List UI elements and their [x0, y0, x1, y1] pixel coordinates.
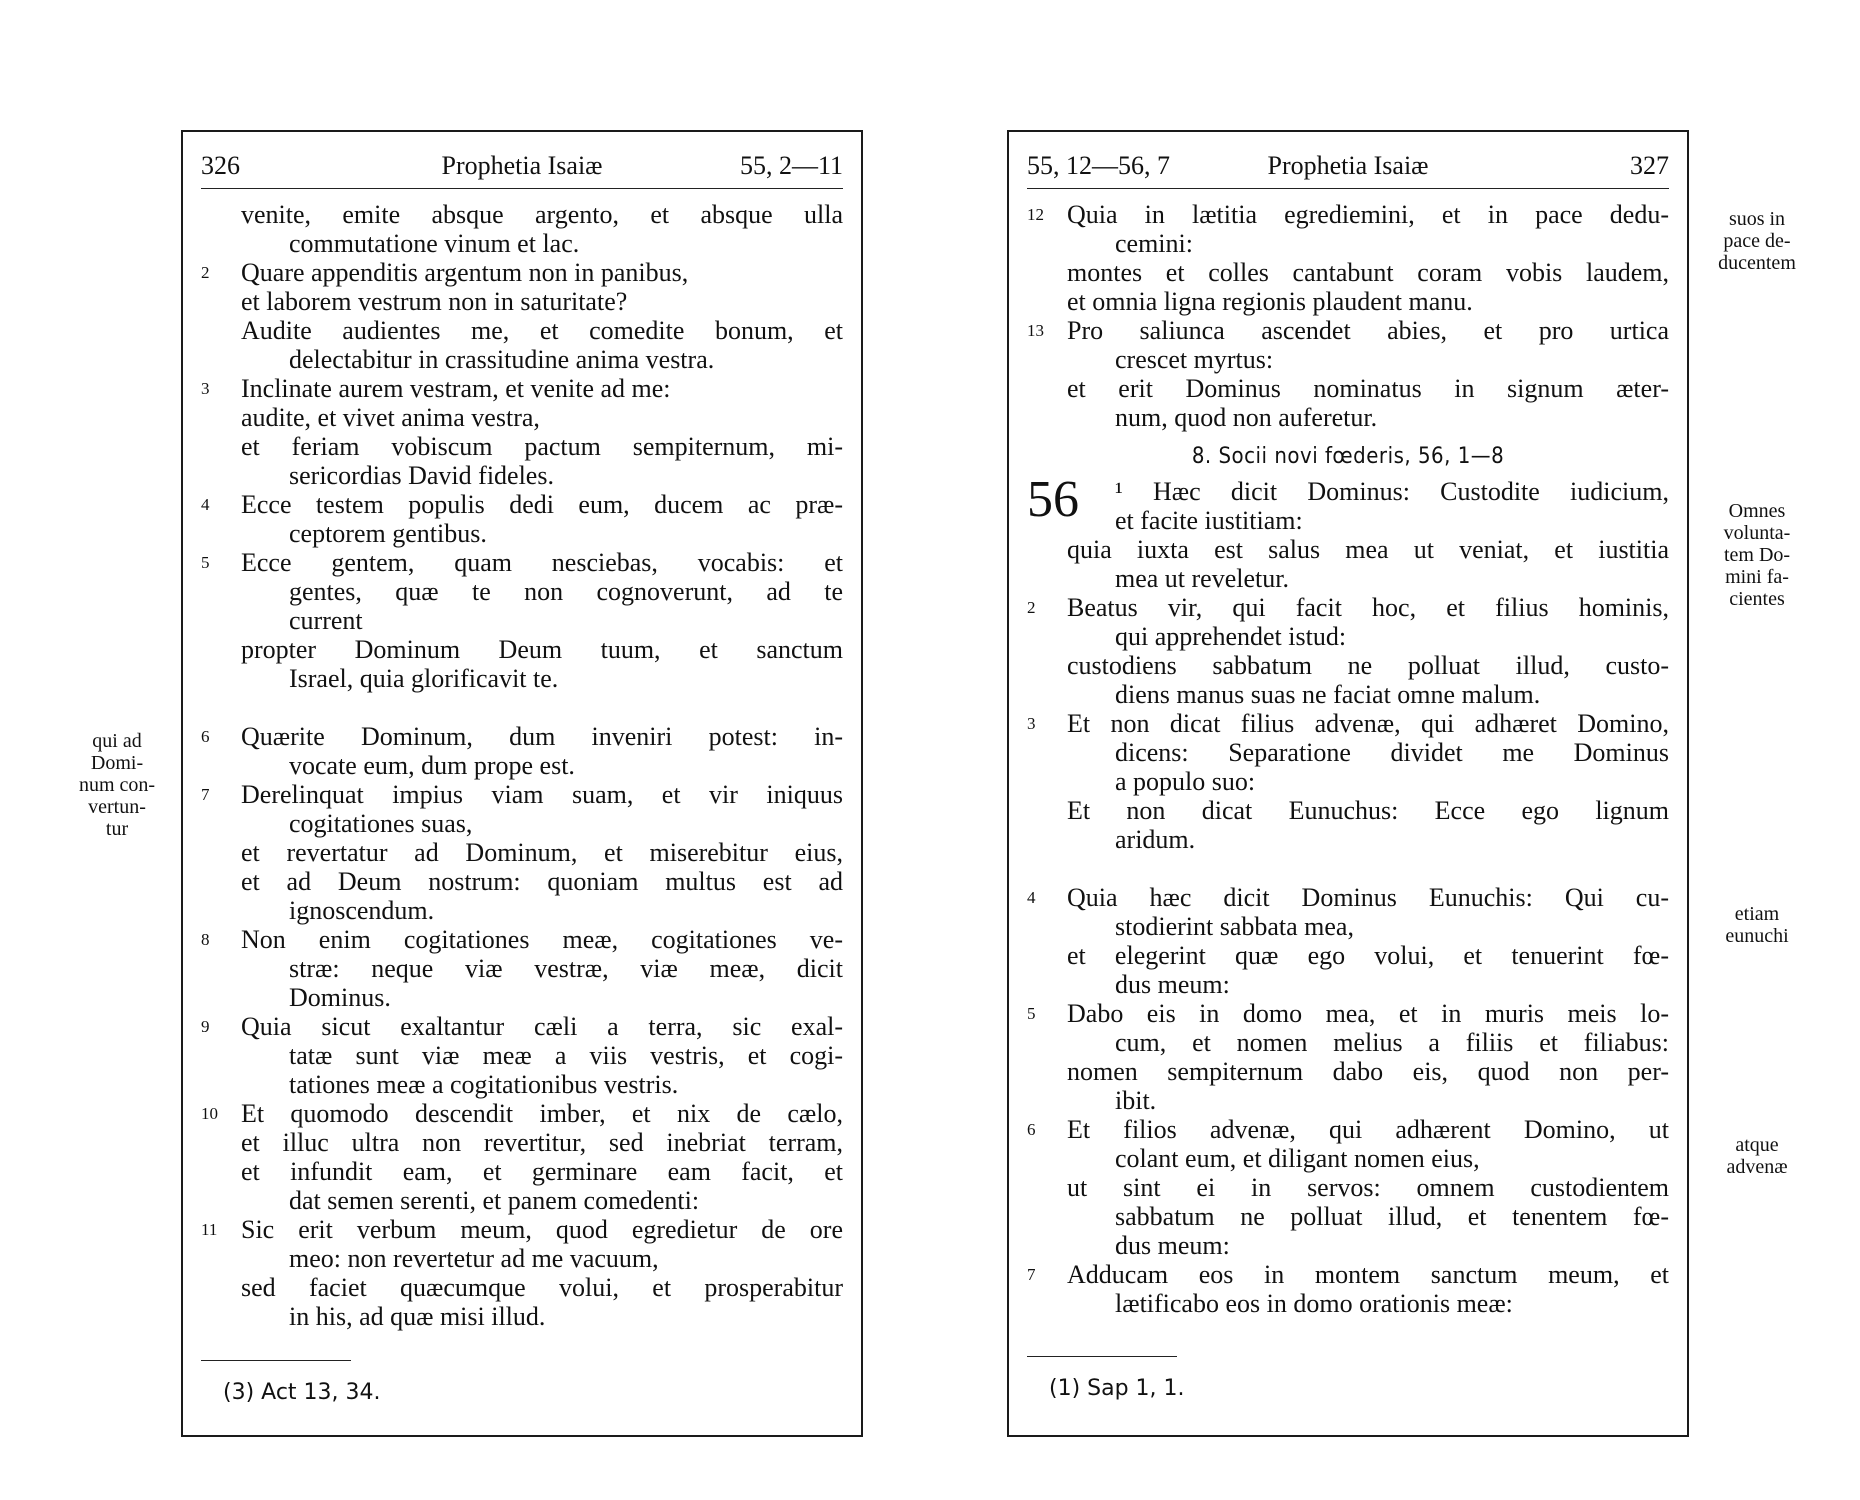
line-text: Et filios advenæ, qui adhærent Domino, ut: [1067, 1115, 1669, 1144]
running-title: Prophetia Isaiæ: [441, 151, 603, 180]
line-text: diens manus suas ne faciat omne malum.: [1115, 680, 1541, 709]
line-text: quia iuxta est salus mea ut veniat, et iustitia: [1067, 535, 1669, 564]
text-line: [201, 896, 843, 925]
text-line: [201, 287, 843, 316]
margin-note-line: mini fa-: [1725, 566, 1789, 588]
text-line: [1027, 593, 1669, 622]
right-page: [1007, 130, 1689, 1437]
line-text: propter Dominum Deum tuum, et sanctum: [241, 635, 843, 664]
line-text: Quia in lætitia egrediemini, et in pace dedu-: [1067, 200, 1669, 229]
line-text: sericordias David fideles.: [289, 461, 554, 490]
running-head-right: [1027, 148, 1669, 184]
line-text: et infundit eam, et germinare eam facit, et: [241, 1157, 843, 1186]
text-line: [201, 316, 843, 345]
text-line: [1027, 477, 1669, 506]
line-text: Quare appenditis argentum non in panibus,: [241, 258, 689, 287]
line-text: Inclinate aurem vestram, et venite ad me:: [241, 374, 671, 403]
line-text: aridum.: [1115, 825, 1196, 854]
text-line: [1027, 680, 1669, 709]
line-text: dus meum:: [1115, 1231, 1230, 1260]
verse-number: 5: [1027, 1004, 1036, 1023]
margin-note-line: tem Do-: [1723, 544, 1791, 566]
text-line: [201, 722, 843, 751]
text-line: [1027, 825, 1669, 854]
text-line: [1027, 912, 1669, 941]
line-text: et erit Dominus nominatus in signum æter-: [1067, 374, 1669, 403]
footnote-rule: [201, 1360, 351, 1361]
verses-chapter-55: [1027, 200, 1669, 432]
text-line: [1027, 1202, 1669, 1231]
text-line: [1027, 506, 1669, 535]
line-text: Quia hæc dicit Dominus Eunuchis: Qui cu-: [1067, 883, 1669, 912]
line-text: et facite iustitiam:: [1115, 506, 1303, 535]
text-line: [201, 1070, 843, 1099]
line-text: meo: non revertetur ad me vacuum,: [289, 1244, 659, 1273]
text-line: [201, 1041, 843, 1070]
text-line: [201, 1215, 843, 1244]
text-line: [201, 403, 843, 432]
verse-number: 4: [201, 495, 210, 514]
text-line: [201, 461, 843, 490]
verse-number: 9: [201, 1017, 210, 1036]
line-text: Dominus.: [289, 983, 391, 1012]
text-line: [201, 548, 843, 577]
line-text: sabbatum ne polluat illud, et tenentem fœ-: [1115, 1202, 1669, 1231]
text-line: [201, 345, 843, 374]
line-text: mea ut reveletur.: [1115, 564, 1289, 593]
text-line: [201, 1244, 843, 1273]
line-text: Israel, quia glorificavit te.: [289, 664, 559, 693]
text-line: [1027, 287, 1669, 316]
line-text: Audite audientes me, et comedite bonum, et: [241, 316, 843, 345]
margin-note-line: advenæ: [1726, 1156, 1788, 1178]
stanza-gap: [1027, 854, 1669, 883]
line-text: vocate eum, dum prope est.: [289, 751, 575, 780]
text-line: [201, 925, 843, 954]
line-text: et omnia ligna regionis plaudent manu.: [1067, 287, 1473, 316]
margin-note-line: vertun-: [88, 796, 146, 818]
text-line: [1027, 1086, 1669, 1115]
line-text: et elegerint quæ ego volui, et tenuerint fœ-: [1067, 941, 1669, 970]
line-text: et ad Deum nostrum: quoniam multus est ad: [241, 867, 843, 896]
text-line: [201, 1157, 843, 1186]
line-text: ignoscendum.: [289, 896, 435, 925]
line-text: custodiens sabbatum ne polluat illud, custo-: [1067, 651, 1669, 680]
margin-note-line: cientes: [1729, 588, 1785, 610]
verse-number: 3: [1027, 714, 1036, 733]
text-line: [1027, 1028, 1669, 1057]
text-line: [201, 1273, 843, 1302]
text-line: [1027, 229, 1669, 258]
line-text: cum, et nomen melius a filiis et filiabus:: [1115, 1028, 1669, 1057]
text-line: [201, 490, 843, 519]
verse-number: 5: [201, 553, 210, 572]
text-line: [201, 374, 843, 403]
line-text: Adducam eos in montem sanctum meum, et: [1067, 1260, 1669, 1289]
line-text: num, quod non auferetur.: [1115, 403, 1378, 432]
text-line: [1027, 883, 1669, 912]
text-line: [201, 229, 843, 258]
text-line: [201, 780, 843, 809]
verse-number: 8: [201, 930, 210, 949]
text-line: [201, 1128, 843, 1157]
text-line: [1027, 767, 1669, 796]
text-line: [1027, 200, 1669, 229]
text-line: [1027, 796, 1669, 825]
line-text: sed faciet quæcumque volui, et prosperabitur: [241, 1273, 843, 1302]
margin-note-line: etiam: [1734, 903, 1780, 925]
line-text: current: [289, 606, 363, 635]
margin-note-line: atque: [1735, 1134, 1779, 1156]
margin-note-line: eunuchi: [1725, 925, 1789, 947]
margin-note-line: volunta-: [1723, 522, 1791, 544]
text-line: [1027, 374, 1669, 403]
section-title: 8. Socii novi fœderis, 56, 1—8: [1191, 444, 1505, 469]
right-text-column: [1027, 200, 1669, 1318]
text-line: [201, 519, 843, 548]
running-head-left: [201, 148, 843, 184]
verse-number: 13: [1027, 321, 1044, 340]
margin-note-line: tur: [105, 818, 129, 840]
text-line: [1027, 970, 1669, 999]
line-text: commutatione vinum et lac.: [289, 229, 580, 258]
line-text: audite, et vivet anima vestra,: [241, 403, 540, 432]
text-line: [201, 432, 843, 461]
line-text: et revertatur ad Dominum, et miserebitur eius,: [241, 838, 843, 867]
running-title: Prophetia Isaiæ: [1267, 151, 1429, 180]
line-text: Beatus vir, qui facit hoc, et filius hominis,: [1067, 593, 1669, 622]
text-line: [201, 606, 843, 635]
line-text: colant eum, et diligant nomen eius,: [1115, 1144, 1480, 1173]
verse-number: 7: [201, 785, 210, 804]
chapter-56-block: [1027, 471, 1669, 1318]
text-line: [201, 867, 843, 896]
margin-note-line: Omnes: [1728, 500, 1786, 522]
page-number: 326: [201, 151, 240, 180]
verse-number: 11: [201, 1220, 218, 1239]
margin-note-line: Domi-: [90, 752, 144, 774]
line-text: Quia sicut exaltantur cæli a terra, sic exal-: [241, 1012, 843, 1041]
text-line: [201, 258, 843, 287]
text-line: [1027, 1144, 1669, 1173]
chapter-reference: 55, 2—11: [739, 151, 843, 180]
text-line: [201, 838, 843, 867]
text-line: [201, 954, 843, 983]
line-text: dus meum:: [1115, 970, 1230, 999]
text-line: [1027, 316, 1669, 345]
line-text: ceptorem gentibus.: [289, 519, 487, 548]
line-text: a populo suo:: [1115, 767, 1256, 796]
line-text: et feriam vobiscum pactum sempiternum, mi-: [241, 432, 843, 461]
footnote: (1) Sap 1, 1.: [1049, 1376, 1185, 1401]
line-text: venite, emite absque argento, et absque ulla: [241, 200, 843, 229]
margin-note-line: pace de-: [1723, 230, 1791, 252]
line-text: tatæ sunt viæ meæ a viis vestris, et cogi-: [289, 1041, 843, 1070]
text-line: [201, 1186, 843, 1215]
chapter-number: 56: [1027, 471, 1079, 528]
footnote: (3) Act 13, 34.: [223, 1380, 381, 1405]
line-text: delectabitur in crassitudine anima vestra.: [289, 345, 715, 374]
line-text: Et non dicat filius advenæ, qui adhæret Domino,: [1067, 709, 1669, 738]
left-text-column: [201, 200, 843, 1331]
line-text: in his, ad quæ misi illud.: [289, 1302, 546, 1331]
text-line: [1027, 258, 1669, 287]
margin-note-right-2: [1702, 500, 1812, 610]
text-line: [1027, 651, 1669, 680]
line-text: cogitationes suas,: [289, 809, 473, 838]
verse-number: 2: [1027, 598, 1036, 617]
margin-note-left: [62, 730, 172, 840]
line-text: Pro saliunca ascendet abies, et pro urtica: [1067, 316, 1669, 345]
line-text: qui apprehendet istud:: [1115, 622, 1347, 651]
line-text: gentes, quæ te non cognoverunt, ad te: [289, 577, 843, 606]
text-line: [1027, 709, 1669, 738]
line-text: Non enim cogitationes meæ, cogitationes ve-: [241, 925, 843, 954]
text-line: [201, 983, 843, 1012]
line-text: stræ: neque viæ vestræ, viæ meæ, dicit: [289, 954, 843, 983]
line-text: Et quomodo descendit imber, et nix de cælo,: [241, 1099, 843, 1128]
text-line: [201, 751, 843, 780]
line-text: Ecce gentem, quam nesciebas, vocabis: et: [241, 548, 843, 577]
verse-number: 12: [1027, 205, 1044, 224]
line-text: Derelinquat impius viam suam, et vir iniquus: [241, 780, 843, 809]
text-line: [1027, 999, 1669, 1028]
margin-note-line: num con-: [78, 774, 156, 796]
text-line: [201, 1302, 843, 1331]
verse-number: 6: [201, 727, 210, 746]
verse-number: 4: [1027, 888, 1036, 907]
text-line: [1027, 622, 1669, 651]
line-text: ut sint ei in servos: omnem custodientem: [1067, 1173, 1669, 1202]
line-text: crescet myrtus:: [1115, 345, 1274, 374]
line-text: cemini:: [1115, 229, 1193, 258]
text-line: [1027, 941, 1669, 970]
line-text: ¹ Hæc dicit Dominus: Custodite iudicium,: [1115, 477, 1669, 506]
text-line: [201, 664, 843, 693]
verse-number: 7: [1027, 1265, 1036, 1284]
line-text: et laborem vestrum non in saturitate?: [241, 287, 628, 316]
line-text: Ecce testem populis dedi eum, ducem ac præ-: [241, 490, 843, 519]
text-line: [201, 577, 843, 606]
line-text: stodierint sabbata mea,: [1115, 912, 1354, 941]
margin-note-right-4: [1702, 1134, 1812, 1178]
header-rule: [201, 188, 843, 189]
verse-number: 2: [201, 263, 210, 282]
text-line: [1027, 403, 1669, 432]
margin-note-line: suos in: [1728, 208, 1786, 230]
line-text: Et non dicat Eunuchus: Ecce ego lignum: [1067, 796, 1669, 825]
text-line: [201, 200, 843, 229]
verse-number: 10: [201, 1104, 218, 1123]
text-line: [201, 635, 843, 664]
text-line: [201, 809, 843, 838]
line-text: Quærite Dominum, dum inveniri potest: in-: [241, 722, 843, 751]
line-text: et illuc ultra non revertitur, sed inebriat terram,: [241, 1128, 843, 1157]
verse-number: 6: [1027, 1120, 1036, 1139]
text-line: [201, 1012, 843, 1041]
text-line: [1027, 345, 1669, 374]
margin-note-line: qui ad: [92, 730, 142, 752]
stanza-gap: [201, 693, 843, 722]
line-text: dat semen serenti, et panem comedenti:: [289, 1186, 700, 1215]
text-line: [1027, 1260, 1669, 1289]
chapter-reference: 55, 12—56, 7: [1027, 151, 1170, 180]
text-line: [1027, 1057, 1669, 1086]
text-line: [1027, 564, 1669, 593]
margin-note-line: ducentem: [1718, 252, 1796, 274]
footnote-rule: [1027, 1356, 1177, 1357]
line-text: montes et colles cantabunt coram vobis laudem,: [1067, 258, 1669, 287]
line-text: tationes meæ a cogitationibus vestris.: [289, 1070, 679, 1099]
verse-number: 3: [201, 379, 210, 398]
text-line: [1027, 738, 1669, 767]
left-page: [181, 130, 863, 1437]
line-text: nomen sempiternum dabo eis, quod non per-: [1067, 1057, 1669, 1086]
text-line: [1027, 535, 1669, 564]
line-text: Sic erit verbum meum, quod egredietur de ore: [241, 1215, 843, 1244]
text-line: [201, 1099, 843, 1128]
text-line: [1027, 1173, 1669, 1202]
text-line: [1027, 1231, 1669, 1260]
text-line: [1027, 1115, 1669, 1144]
text-line: [1027, 1289, 1669, 1318]
margin-note-right-3: [1702, 903, 1812, 947]
header-rule: [1027, 188, 1669, 189]
line-text: dicens: Separatione dividet me Dominus: [1115, 738, 1669, 767]
line-text: ibit.: [1115, 1086, 1157, 1115]
margin-note-right-1: [1702, 208, 1812, 274]
line-text: Dabo eis in domo mea, et in muris meis lo-: [1067, 999, 1669, 1028]
line-text: lætificabo eos in domo orationis meæ:: [1115, 1289, 1513, 1318]
page-number: 327: [1630, 151, 1669, 180]
verses-chapter-56: [1027, 477, 1669, 1318]
